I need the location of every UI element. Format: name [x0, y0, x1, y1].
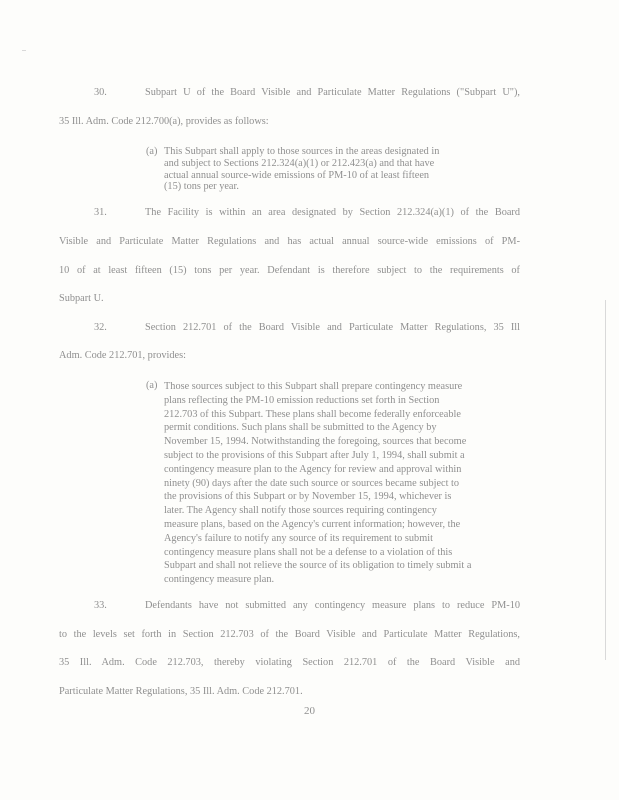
paragraph-30-line-2: 35 Ill. Adm. Code 212.700(a), provides as follows: — [59, 116, 269, 127]
paragraph-32-line-2: Adm. Code 212.701, provides: — [59, 350, 186, 361]
quote-b-line: contingency measure plan. — [164, 574, 275, 586]
quote-a-line: actual annual source-wide emissions of PM-10 of at least fifteen — [164, 169, 430, 181]
quote-b-line: Those sources subject to this Subpart shall prepare contingency measure — [164, 381, 463, 392]
quote-b-text — [164, 380, 521, 587]
paragraph-number-32: 32. — [94, 322, 107, 333]
paragraph-number-30: 30. — [94, 87, 107, 98]
quote-a-line: (15) tons per year. — [164, 181, 239, 193]
paragraph-33-line-1: Defendants have not submitted any contingency measure plans to reduce PM-10 — [145, 600, 520, 611]
quote-b-line: permit conditions. Such plans shall be submitted to the Agency by — [164, 422, 437, 434]
paragraph-30-line-1: Subpart U of the Board Visible and Particulate Matter Regulations ("Subpart U"), — [145, 87, 520, 98]
page-number: 20 — [304, 705, 315, 717]
paragraph-33-line-2: to the levels set forth in Section 212.703 of the Board Visible and Particulate Matter Regulations, — [59, 629, 520, 640]
quote-b-line: Subpart and shall not relieve the source of its obligation to timely submit a — [164, 560, 472, 572]
quote-b-line: the provisions of this Subpart or by November 15, 1994, whichever is — [164, 491, 452, 503]
paragraph-31-line-3: 10 of at least fifteen (15) tons per year. Defendant is therefore subject to the requirements of — [59, 265, 520, 276]
quote-b-line: contingency measure plans shall not be a defense to a violation of this — [164, 546, 453, 558]
quote-b-line: 212.703 of this Subpart. These plans shall become federally enforceable — [164, 408, 461, 420]
quote-b-label: (a) — [146, 380, 158, 391]
quote-b-line: later. The Agency shall notify those sources requiring contingency — [164, 505, 437, 517]
quote-a-line: This Subpart shall apply to those sources in the areas designated in — [164, 146, 440, 157]
quote-b-line: subject to the provisions of this Subpart after July 1, 1994, shall submit a — [164, 449, 465, 461]
quote-b-line: plans reflecting the PM-10 emission reductions set forth in Section — [164, 394, 440, 406]
quote-b-line: contingency measure plan to the Agency for review and approval within — [164, 463, 462, 475]
paragraph-number-33: 33. — [94, 600, 107, 611]
paragraph-31-line-1: The Facility is within an area designated by Section 212.324(a)(1) of the Board — [145, 207, 520, 218]
scan-edge-mark — [22, 50, 26, 51]
paragraph-number-31: 31. — [94, 207, 107, 218]
quote-b-line: November 15, 1994. Notwithstanding the foregoing, sources that become — [164, 436, 467, 448]
quote-a-label: (a) — [146, 146, 158, 157]
paragraph-32-line-1: Section 212.701 of the Board Visible and Particulate Matter Regulations, 35 Ill — [145, 322, 520, 333]
scan-edge-mark — [605, 300, 606, 660]
paragraph-33-line-4: Particulate Matter Regulations, 35 Ill. Adm. Code 212.701. — [59, 686, 303, 697]
paragraph-31-line-2: Visible and Particulate Matter Regulations and has actual annual source-wide emissions of PM- — [59, 236, 520, 247]
quote-a-text — [164, 146, 521, 193]
quote-b-line: Agency's failure to notify any source of its requirement to submit — [164, 532, 433, 544]
quote-b-line: measure plans, based on the Agency's current information; however, the — [164, 518, 461, 530]
paragraph-31-line-4: Subpart U. — [59, 293, 104, 304]
quote-a-line: and subject to Sections 212.324(a)(1) or 212.423(a) and that have — [164, 157, 435, 169]
paragraph-33-line-3: 35 Ill. Adm. Code 212.703, thereby violating Section 212.701 of the Board Visible and — [59, 657, 520, 668]
quote-b-line: ninety (90) days after the date such source or sources became subject to — [164, 477, 460, 489]
